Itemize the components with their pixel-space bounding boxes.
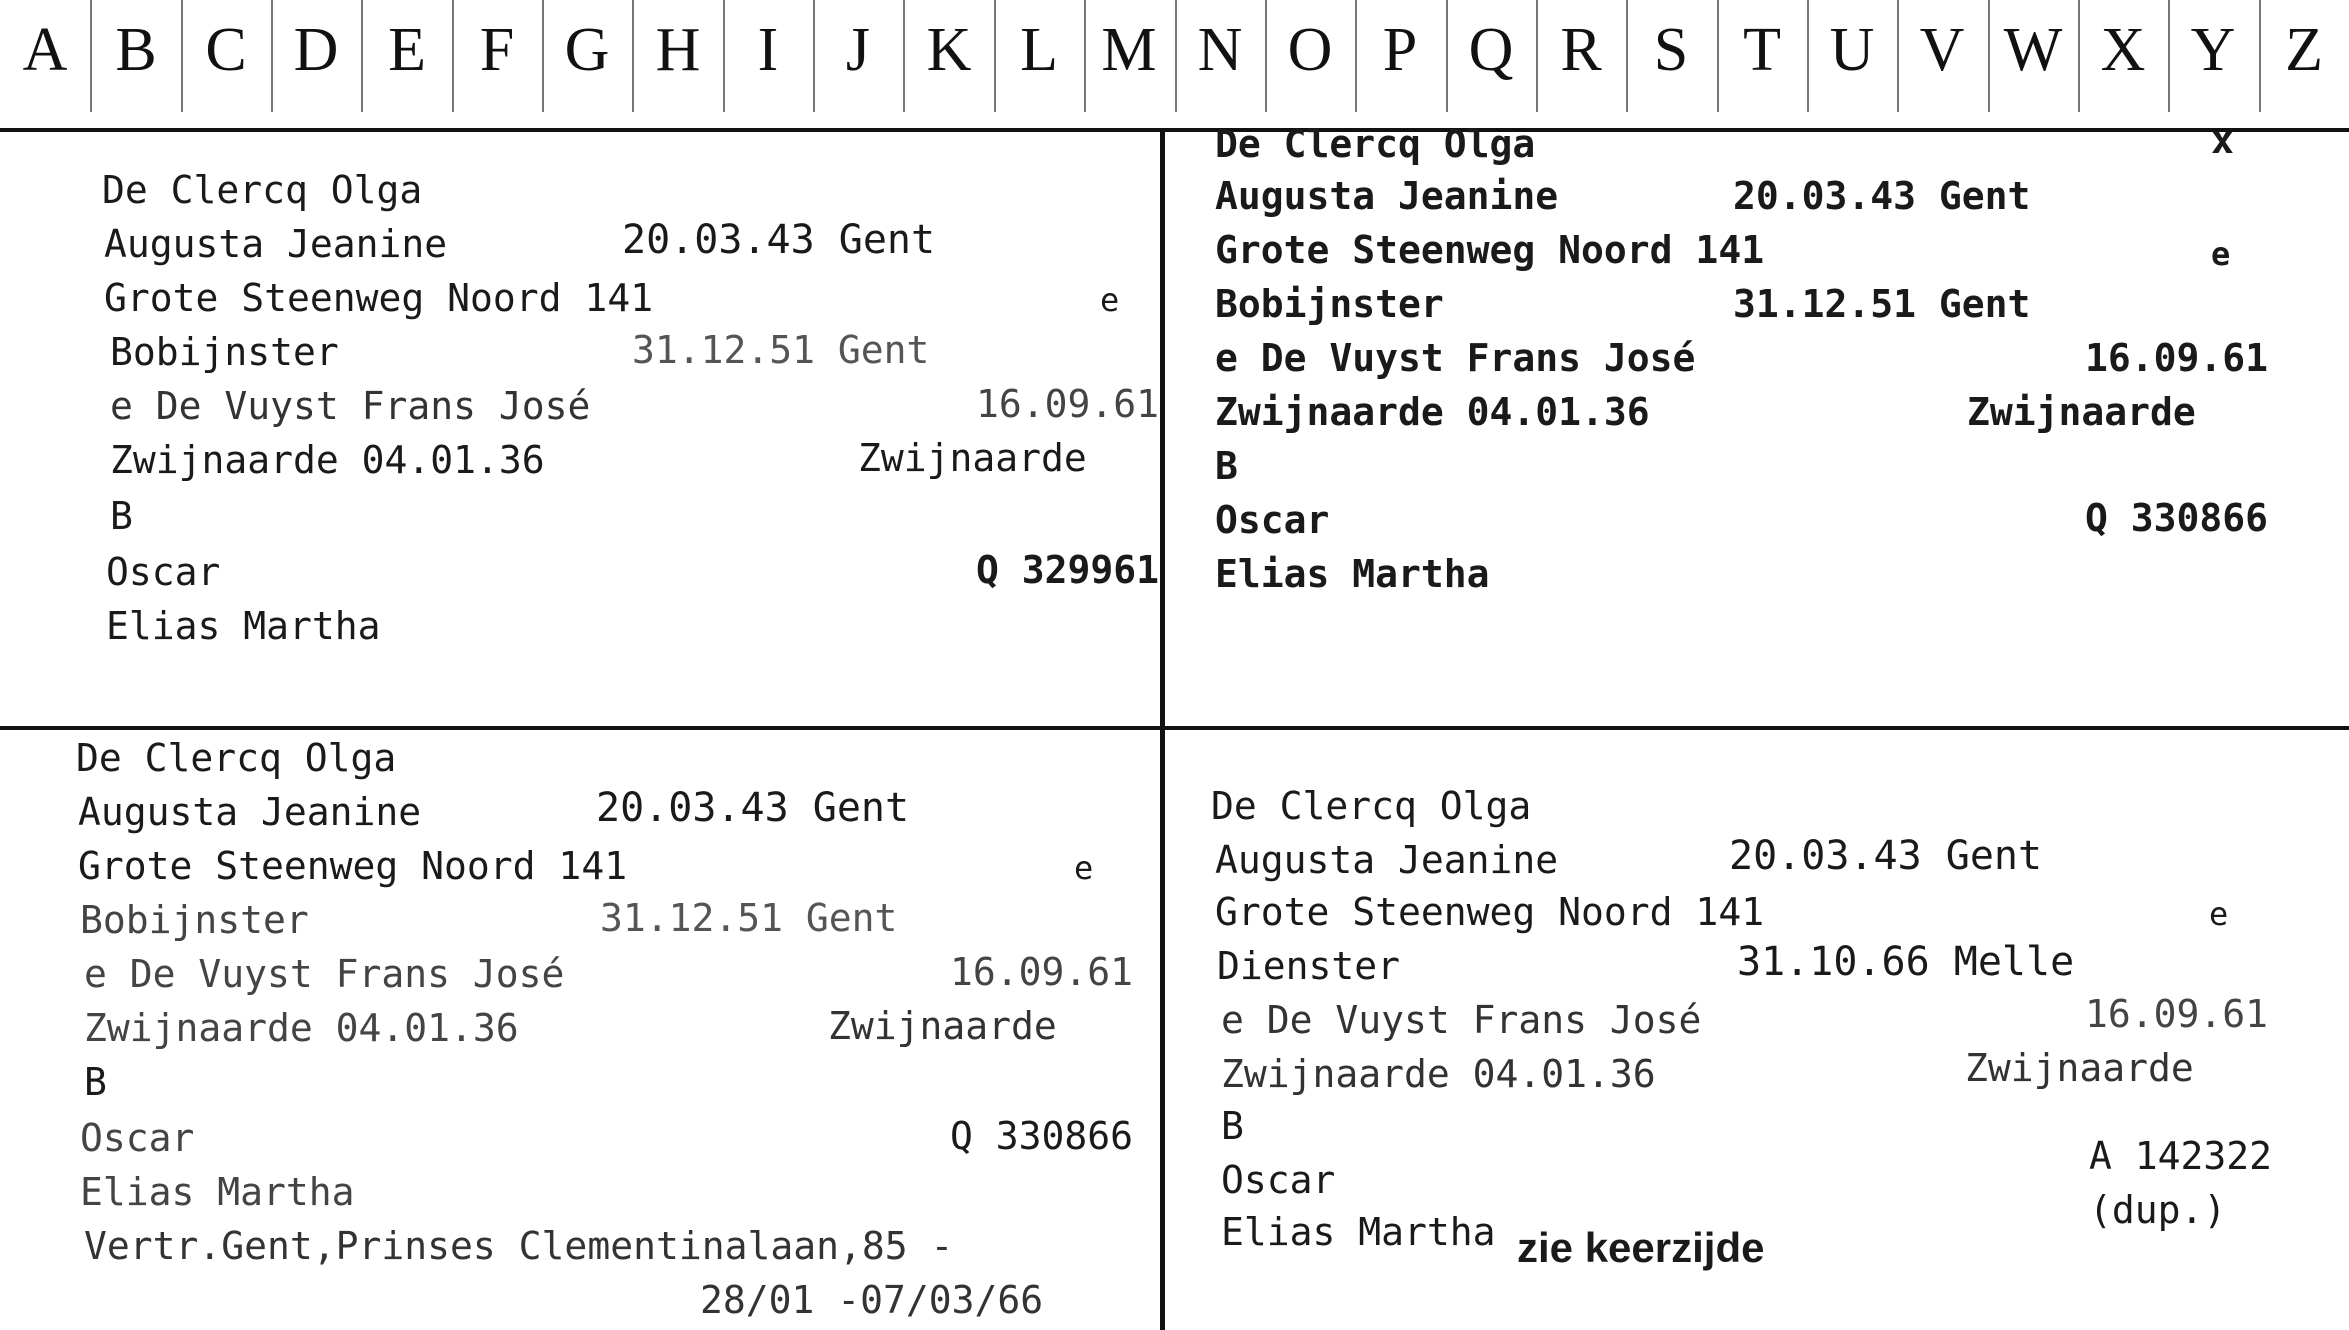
alphabet-separator: [2078, 0, 2080, 112]
card-given-names: Augusta Jeanine: [1215, 838, 1559, 882]
card-mother: Elias Martha: [106, 604, 381, 648]
alphabet-letter-m: M: [1101, 16, 1157, 84]
card-stamp-see-reverse: zie keerzijde: [1517, 1224, 1765, 1271]
alphabet-letter-b: B: [115, 16, 157, 84]
alphabet-letter-d: D: [293, 16, 339, 84]
alphabet-letter-n: N: [1197, 16, 1243, 84]
alphabet-separator: [1175, 0, 1177, 112]
alphabet-letter-a: A: [22, 16, 68, 84]
alphabet-separator: [632, 0, 634, 112]
alphabet-letter-k: K: [926, 16, 972, 84]
card-mother: Elias Martha: [1215, 552, 1490, 596]
alphabet-letter-j: J: [845, 16, 871, 84]
card-father: Oscar: [106, 550, 221, 594]
card-birth: 20.03.43 Gent: [1729, 833, 2043, 879]
alphabet-letter-q: Q: [1468, 16, 1514, 84]
card-place: Zwijnaarde: [1965, 1046, 2194, 1090]
card-id-number: Q 330866: [2085, 496, 2269, 540]
alphabet-separator: [813, 0, 815, 112]
alphabet-separator: [903, 0, 905, 112]
card-given-names: Augusta Jeanine: [1215, 174, 1559, 218]
card-occupation-date: 31.12.51 Gent: [1733, 282, 2031, 326]
card-street: Grote Steenweg Noord 141: [1215, 228, 1765, 272]
card-mark-x: x: [2211, 118, 2234, 162]
alphabet-letter-z: Z: [2285, 16, 2323, 84]
alphabet-letter-v: V: [1919, 16, 1965, 84]
card-id-number: Q 330866: [950, 1114, 1134, 1158]
card-spouse: e De Vuyst Frans José: [1221, 998, 1702, 1042]
card-father: Oscar: [1221, 1158, 1336, 1202]
card-departure-dates: 28/01 -07/03/66: [700, 1278, 1044, 1322]
card-street: Grote Steenweg Noord 141: [1215, 890, 1765, 934]
alphabet-letter-f: F: [479, 16, 515, 84]
card-street: Grote Steenweg Noord 141: [78, 844, 628, 888]
card-marriage-date: 16.09.61: [976, 382, 1160, 426]
alphabet-separator: [1988, 0, 1990, 112]
alphabet-separator: [90, 0, 92, 112]
card-street: Grote Steenweg Noord 141: [104, 276, 654, 320]
alphabet-separator: [1807, 0, 1809, 112]
card-name: De Clercq Olga: [1211, 784, 1532, 828]
alphabet-separator: [723, 0, 725, 112]
card-id-number: A 142322: [2089, 1134, 2273, 1178]
alphabet-separator: [1717, 0, 1719, 112]
alphabet-separator: [452, 0, 454, 112]
card-spouse-birth: Zwijnaarde 04.01.36: [110, 438, 545, 482]
card-spouse-birth: Zwijnaarde 04.01.36: [1215, 390, 1650, 434]
card-mother: Elias Martha: [1221, 1210, 1496, 1254]
alphabet-letter-o: O: [1287, 16, 1333, 84]
alphabet-separator: [542, 0, 544, 112]
card-mark-e: e: [2209, 895, 2229, 933]
alphabet-separator: [1446, 0, 1448, 112]
card-occupation: Bobijnster: [80, 898, 309, 942]
card-spouse: e De Vuyst Frans José: [84, 952, 565, 996]
alphabet-letter-e: E: [388, 16, 426, 84]
card-place: Zwijnaarde: [1967, 390, 2196, 434]
card-mark-e: e: [1074, 849, 1094, 887]
alphabet-separator: [1084, 0, 1086, 112]
card-mother: Elias Martha: [80, 1170, 355, 1214]
alphabet-letter-c: C: [205, 16, 247, 84]
alphabet-index: [0, 0, 2349, 132]
card-name: De Clercq Olga: [1215, 122, 1536, 166]
alphabet-letter-r: R: [1560, 16, 1602, 84]
alphabet-letter-x: X: [2100, 16, 2146, 84]
alphabet-separator: [2168, 0, 2170, 112]
card-letter: B: [84, 1060, 107, 1104]
alphabet-separator: [1355, 0, 1357, 112]
card-occupation: Dienster: [1217, 944, 1401, 988]
card-marriage-date: 16.09.61: [2085, 992, 2269, 1036]
card-letter: B: [1215, 444, 1238, 488]
card-occupation: Bobijnster: [1215, 282, 1444, 326]
alphabet-letter-u: U: [1829, 16, 1875, 84]
alphabet-letter-p: P: [1382, 16, 1418, 84]
card-spouse: e De Vuyst Frans José: [1215, 336, 1696, 380]
alphabet-separator: [1536, 0, 1538, 112]
card-name: De Clercq Olga: [102, 168, 423, 212]
alphabet-separator: [361, 0, 363, 112]
card-birth: 20.03.43 Gent: [1733, 174, 2031, 218]
card-occupation: Bobijnster: [110, 330, 339, 374]
card-name: De Clercq Olga: [76, 736, 397, 780]
card-given-names: Augusta Jeanine: [78, 790, 422, 834]
card-occupation-date: 31.10.66 Melle: [1737, 939, 2075, 985]
card-letter: B: [1221, 1104, 1244, 1148]
card-departure: Vertr.Gent,Prinses Clementinalaan,85 -: [84, 1224, 954, 1268]
card-occupation-date: 31.12.51 Gent: [632, 328, 930, 372]
card-father: Oscar: [1215, 498, 1330, 542]
card-given-names: Augusta Jeanine: [104, 222, 448, 266]
card-occupation-date: 31.12.51 Gent: [600, 896, 898, 940]
alphabet-letter-s: S: [1653, 16, 1689, 84]
alphabet-separator: [1626, 0, 1628, 112]
card-marriage-date: 16.09.61: [950, 950, 1134, 994]
alphabet-separator: [1265, 0, 1267, 112]
alphabet-letter-h: H: [655, 16, 701, 84]
alphabet-separator: [994, 0, 996, 112]
card-birth: 20.03.43 Gent: [622, 217, 936, 263]
card-birth: 20.03.43 Gent: [596, 785, 910, 831]
card-mark-e: e: [2211, 235, 2231, 273]
alphabet-letter-g: G: [564, 16, 610, 84]
card-place: Zwijnaarde: [828, 1004, 1057, 1048]
alphabet-separator: [181, 0, 183, 112]
alphabet-separator: [2259, 0, 2261, 112]
alphabet-letter-t: T: [1743, 16, 1781, 84]
alphabet-separator: [1897, 0, 1899, 112]
alphabet-letter-w: W: [2003, 16, 2063, 84]
card-id-number: Q 329961: [976, 548, 1160, 592]
alphabet-letter-l: L: [1020, 16, 1058, 84]
card-marriage-date: 16.09.61: [2085, 336, 2269, 380]
card-spouse-birth: Zwijnaarde 04.01.36: [84, 1006, 519, 1050]
alphabet-letter-i: I: [757, 16, 779, 84]
card-top-right: [1165, 118, 2349, 726]
card-letter: B: [110, 494, 133, 538]
card-mark-e: e: [1100, 281, 1120, 319]
card-father: Oscar: [80, 1116, 195, 1160]
alphabet-letter-y: Y: [2190, 16, 2236, 84]
card-spouse: e De Vuyst Frans José: [110, 384, 591, 428]
card-top-left: [0, 132, 1160, 726]
card-bottom-left: [0, 730, 1160, 1330]
card-place: Zwijnaarde: [858, 436, 1087, 480]
card-dup-note: (dup.): [2089, 1188, 2227, 1232]
card-bottom-right: [1165, 730, 2349, 1330]
card-spouse-birth: Zwijnaarde 04.01.36: [1221, 1052, 1656, 1096]
alphabet-separator: [271, 0, 273, 112]
